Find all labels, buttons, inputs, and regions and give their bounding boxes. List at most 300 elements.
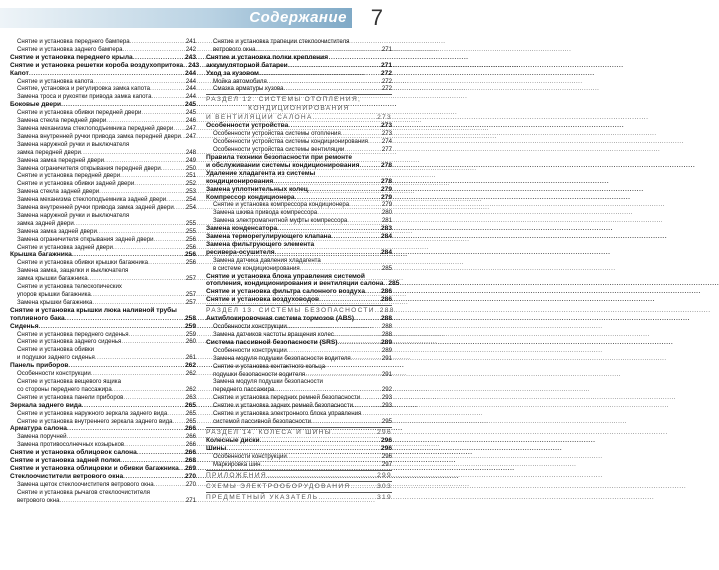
leader-dots	[121, 338, 184, 346]
toc-subsection-entry[interactable]	[206, 461, 392, 469]
toc-entry-title: кондиционирования	[206, 177, 274, 185]
toc-subsection-entry[interactable]	[206, 386, 392, 394]
toc-chapter-entry[interactable]	[206, 186, 392, 194]
toc-section-title: ПРЕДМЕТНЫЙ УКАЗАТЕЛЬ	[206, 493, 319, 501]
toc-page-number: 296	[380, 444, 392, 452]
leader-dots	[288, 62, 380, 70]
leader-dots	[318, 494, 376, 502]
toc-subsection-entry[interactable]	[10, 497, 196, 505]
toc-chapter-entry[interactable]	[206, 122, 392, 130]
toc-entry-title: со стороны переднего пассажира	[17, 385, 112, 393]
toc-entry-title: Сиденья	[10, 322, 39, 330]
toc-subsection-entry[interactable]	[10, 212, 196, 220]
toc-entry-title: Замена датчика давления хладагента	[213, 256, 321, 264]
toc-entry-title: Замена уплотнительных колец	[206, 185, 308, 193]
toc-page-number: 284	[380, 233, 392, 241]
toc-subsection-entry[interactable]	[10, 489, 196, 497]
toc-entry-title: Замена наружной ручки и выключателя	[17, 140, 130, 148]
toc-subsection-entry[interactable]	[10, 172, 196, 180]
toc-subsection-entry[interactable]	[206, 355, 392, 363]
toc-entry-title: Снятие и установка передней двери	[17, 172, 121, 180]
toc-entry-title: Снятие и установка обивки	[17, 346, 95, 354]
leader-dots	[344, 146, 380, 154]
leader-dots	[354, 315, 380, 323]
toc-entry-title: Компрессор кондиционера	[206, 193, 295, 201]
toc-page-number: 257	[185, 298, 196, 306]
leader-dots	[173, 125, 185, 133]
toc-page-number: 244	[185, 85, 196, 93]
leader-dots	[72, 251, 184, 259]
toc-entry-title: Замена стекла передней двери	[17, 117, 107, 125]
toc-chapter-entry[interactable]	[10, 465, 196, 473]
leader-dots	[267, 472, 376, 480]
toc-chapter-entry[interactable]	[10, 251, 196, 259]
toc-subsection-entry[interactable]	[206, 209, 392, 217]
toc-chapter-entry[interactable]	[206, 178, 392, 186]
leader-dots	[91, 291, 185, 299]
toc-subsection-entry[interactable]	[10, 410, 196, 418]
toc-section-title: СХЕМЫ ЭЛЕКТРООБОРУДОВАНИЯ	[206, 482, 351, 490]
toc-page-number: 296	[380, 436, 392, 444]
toc-page-number: 278	[380, 177, 392, 185]
toc-page-number: 255	[185, 227, 196, 235]
toc-page-number: 272	[380, 69, 392, 77]
toc-entry-title: Снятие и установка блока управления системой	[206, 272, 365, 280]
toc-page-number: 256	[185, 243, 196, 251]
toc-page-number: 288	[380, 315, 392, 323]
toc-entry-title: Снятие и установка заднего бампера	[17, 45, 123, 53]
leader-dots	[259, 70, 380, 78]
toc-subsection-entry[interactable]	[10, 46, 196, 54]
leader-dots	[337, 339, 380, 347]
toc-page-number: 245	[184, 101, 196, 109]
toc-entry-title: Замена ограничителя открывания передней двери	[17, 164, 161, 172]
toc-page-number: 262	[185, 370, 196, 378]
toc-subsection-entry[interactable]	[10, 354, 196, 362]
toc-chapter-entry[interactable]	[206, 249, 392, 257]
toc-subsection-entry[interactable]	[10, 346, 196, 354]
toc-subsection-entry[interactable]	[10, 267, 196, 275]
toc-chapter-entry[interactable]	[206, 288, 392, 296]
leader-dots	[123, 394, 184, 402]
toc-subsection-entry[interactable]	[206, 138, 392, 146]
toc-subsection-entry[interactable]	[10, 220, 196, 228]
toc-subsection-entry[interactable]	[10, 275, 196, 283]
toc-page-number: 259	[185, 330, 196, 338]
toc-section-heading[interactable]	[206, 483, 392, 491]
toc-subsection-entry[interactable]	[206, 378, 392, 386]
toc-subsection-entry[interactable]	[10, 188, 196, 196]
toc-section-heading[interactable]	[206, 494, 392, 502]
leader-dots	[65, 315, 184, 323]
leader-dots	[273, 178, 380, 186]
toc-page-number: 258	[184, 314, 196, 322]
toc-subsection-entry[interactable]	[206, 331, 392, 339]
toc-entry-title: упоров крышки багажника	[17, 291, 91, 298]
toc-page-number: 288	[379, 307, 395, 315]
leader-dots	[331, 233, 380, 241]
toc-page-number: 265	[185, 417, 196, 425]
leader-dots	[134, 180, 185, 188]
leader-dots	[97, 228, 185, 236]
toc-entry-title: Замена фильтрующего элемента	[206, 240, 315, 248]
leader-dots	[287, 323, 381, 331]
toc-subsection-entry[interactable]	[206, 78, 392, 86]
leader-dots	[305, 371, 381, 379]
toc-subsection-entry[interactable]	[10, 141, 196, 149]
toc-entry-title: Снятие и установка панели приборов	[17, 393, 124, 401]
toc-chapter-entry[interactable]	[206, 241, 392, 249]
toc-entry-title: Правила техники безопасности при ремонте	[206, 153, 353, 161]
toc-subsection-entry[interactable]	[10, 236, 196, 244]
toc-page-number: 257	[185, 275, 196, 283]
toc-entry-title: Снятие и установка воздуховодов	[206, 296, 320, 304]
toc-page-number: 252	[185, 180, 196, 188]
leader-dots	[284, 85, 381, 93]
toc-page-number: 271	[380, 61, 392, 69]
toc-entry-title: Снятие и установка облицовок салона	[10, 449, 137, 457]
toc-subsection-entry[interactable]	[10, 78, 196, 86]
toc-entry-title: Снятие, установка и регулировка замка капота	[17, 85, 151, 93]
toc-page-number: 279	[380, 193, 392, 201]
toc-page-number: 249	[185, 156, 196, 164]
leader-dots	[174, 204, 185, 212]
toc-page-number: 255	[185, 219, 196, 227]
leader-dots	[129, 331, 185, 339]
toc-page-number: 243	[188, 61, 200, 69]
leader-dots	[319, 296, 380, 304]
toc-subsection-entry[interactable]	[10, 93, 196, 101]
leader-dots	[154, 481, 185, 489]
leader-dots	[68, 362, 184, 370]
toc-entry-title: Капот	[10, 69, 29, 77]
toc-subsection-entry[interactable]	[10, 394, 196, 402]
toc-chapter-entry[interactable]	[206, 339, 392, 347]
toc-section-heading[interactable]	[206, 429, 392, 437]
toc-subsection-entry[interactable]	[206, 146, 392, 154]
toc-section-heading[interactable]	[206, 96, 392, 104]
toc-entry-title: Антиблокировочная система тормозов (ABS)	[206, 315, 355, 323]
toc-subsection-entry[interactable]	[10, 331, 196, 339]
leader-dots	[133, 54, 184, 62]
toc-entry-title: Снятие и установка телескопических	[17, 283, 122, 291]
toc-chapter-entry[interactable]	[206, 170, 392, 178]
toc-page-number: 244	[185, 93, 196, 101]
leader-dots	[81, 149, 185, 157]
toc-entry-title: Шины	[206, 444, 227, 452]
toc-page-number: 285	[381, 264, 392, 272]
toc-entry-title: отопления, кондиционирования и вентиляции салона	[206, 280, 384, 288]
toc-subsection-entry[interactable]	[10, 259, 196, 267]
leader-dots	[353, 402, 381, 410]
toc-subsection-entry[interactable]	[10, 204, 196, 212]
toc-entry-title: Замена троса и рукоятки привода замка капота	[17, 93, 152, 101]
toc-page-number: 269	[184, 464, 196, 472]
toc-entry-title: Замена конденсатора	[206, 225, 278, 233]
toc-section-heading[interactable]	[206, 105, 392, 113]
toc-chapter-entry[interactable]	[10, 457, 196, 465]
leader-dots	[260, 437, 380, 445]
toc-entry-title: Замена наружной ручки и выключателя	[17, 211, 130, 219]
toc-page-number: 245	[185, 109, 196, 117]
toc-subsection-entry[interactable]	[206, 418, 392, 426]
toc-page-number: 288	[381, 323, 392, 331]
toc-entry-title: Снятие и установка обивки крышки багажника	[17, 259, 149, 267]
toc-subsection-entry[interactable]	[10, 228, 196, 236]
toc-page-number: 270	[184, 472, 196, 480]
toc-chapter-entry[interactable]	[206, 437, 392, 445]
leader-dots	[287, 347, 381, 355]
leader-dots	[173, 418, 185, 426]
toc-chapter-entry[interactable]	[206, 154, 392, 162]
toc-entry-title: Замена щеток стеклоочистителя ветрового окна	[17, 480, 154, 488]
toc-entry-title: Снятие и установка переднего сиденья	[17, 330, 129, 338]
toc-page-number: 291	[381, 370, 392, 378]
toc-entry-title: ветрового окна	[17, 496, 60, 504]
toc-page-number: 256	[185, 235, 196, 243]
toc-page-number: 262	[184, 362, 196, 370]
toc-entry-title: Снятие и установка передних ремней безопасности	[213, 394, 361, 402]
toc-page-number: 259	[184, 322, 196, 330]
toc-entry-title: ветрового окна	[213, 45, 256, 53]
toc-subsection-entry[interactable]	[10, 299, 196, 307]
toc-subsection-entry[interactable]	[206, 394, 392, 402]
toc-section-title: РАЗДЕЛ 13. СИСТЕМЫ БЕЗОПАСНОСТИ	[206, 307, 375, 315]
toc-subsection-entry[interactable]	[206, 453, 392, 461]
toc-subsection-entry[interactable]	[10, 283, 196, 291]
toc-subsection-entry[interactable]	[206, 257, 392, 265]
toc-subsection-entry[interactable]	[10, 433, 196, 441]
toc-entry-title: Снятие и установка крышки люка наливной трубы	[10, 306, 177, 314]
leader-dots	[39, 323, 184, 331]
toc-entry-title: ресивера-осушителя	[206, 248, 275, 256]
toc-entry-title: Замена терморегулирующего клапана	[206, 233, 332, 241]
toc-entry-title: Особенности конструкции	[213, 452, 287, 460]
toc-entry-title: Снятие и установка капота	[17, 77, 94, 85]
toc-page-number: 271	[185, 496, 196, 504]
toc-subsection-entry[interactable]	[206, 323, 392, 331]
toc-chapter-entry[interactable]	[206, 280, 400, 288]
toc-section-title: И ВЕНТИЛЯЦИИ САЛОНА	[206, 114, 313, 122]
toc-subsection-entry[interactable]	[206, 371, 392, 379]
toc-chapter-entry[interactable]	[10, 307, 196, 315]
toc-page-number: 271	[381, 45, 392, 53]
toc-chapter-entry[interactable]	[10, 70, 196, 78]
leader-dots	[91, 370, 185, 378]
toc-chapter-entry[interactable]	[10, 61, 200, 70]
toc-page-number: 266	[184, 449, 196, 457]
toc-subsection-entry[interactable]	[10, 109, 196, 117]
leader-dots	[106, 117, 185, 125]
header-title: Содержание	[249, 9, 347, 26]
toc-entry-title: Особенности конструкции	[213, 346, 287, 354]
toc-chapter-entry[interactable]	[206, 62, 392, 70]
toc-subsection-entry[interactable]	[10, 157, 196, 165]
toc-page-number: 284	[380, 248, 392, 256]
toc-entry-title: Снятие и установка решетки короба воздухопритока	[10, 61, 184, 69]
toc-subsection-entry[interactable]	[206, 38, 392, 46]
toc-entry-title: Особенности устройства системы кондиционирования	[213, 138, 368, 146]
toc-entry-title: Замена крышки багажника	[17, 298, 93, 306]
leader-dots	[123, 46, 185, 54]
leader-dots	[347, 217, 381, 225]
toc-entry-title: и подушки заднего сиденья	[17, 354, 95, 362]
toc-entry-title: Снятие и установка вещевого ящика	[17, 377, 121, 385]
toc-entry-title: замка крышки багажника	[17, 275, 88, 283]
toc-page-number: 266	[185, 433, 196, 441]
leader-dots	[313, 114, 376, 122]
page-number: 7	[370, 5, 383, 30]
leader-dots	[295, 194, 380, 202]
section-divider	[206, 481, 392, 482]
leader-dots	[261, 461, 381, 469]
leader-dots	[74, 220, 185, 228]
toc-chapter-entry[interactable]	[206, 194, 392, 202]
toc-subsection-entry[interactable]	[206, 201, 392, 209]
toc-page-number: 265	[185, 409, 196, 417]
leader-dots	[120, 172, 185, 180]
toc-subsection-entry[interactable]	[10, 117, 196, 125]
toc-page-number: 286	[380, 296, 392, 304]
toc-subsection-entry[interactable]	[10, 165, 196, 173]
toc-subsection-entry[interactable]	[206, 347, 392, 355]
toc-subsection-entry[interactable]	[10, 125, 196, 133]
toc-subsection-entry[interactable]	[206, 265, 392, 273]
toc-chapter-entry[interactable]	[206, 296, 392, 304]
toc-subsection-entry[interactable]	[206, 402, 392, 410]
leader-dots	[29, 70, 184, 78]
leader-dots	[308, 186, 380, 194]
toc-chapter-entry[interactable]	[206, 445, 392, 453]
toc-chapter-entry[interactable]	[206, 233, 392, 241]
toc-page-number: 319	[377, 493, 392, 501]
toc-subsection-entry[interactable]	[10, 378, 196, 386]
toc-chapter-entry[interactable]	[206, 315, 392, 323]
leader-dots	[124, 441, 185, 449]
toc-section-heading[interactable]	[206, 307, 395, 315]
toc-chapter-entry[interactable]	[10, 473, 196, 481]
toc-entry-title: Колесные диски	[206, 436, 260, 444]
leader-dots	[360, 394, 381, 402]
toc-subsection-entry[interactable]	[10, 291, 196, 299]
toc-subsection-entry[interactable]	[206, 85, 392, 93]
toc-entry-title: Замена модуля подушки безопасности	[213, 378, 323, 386]
toc-subsection-entry[interactable]	[206, 130, 392, 138]
toc-entry-title: Замена датчиков частоты вращения колес	[213, 331, 334, 338]
toc-chapter-entry[interactable]	[206, 273, 392, 281]
toc-page-number: 247	[185, 124, 196, 132]
toc-chapter-entry[interactable]	[10, 362, 196, 370]
toc-page-number: 243	[184, 53, 196, 61]
toc-entry-title: замка задней двери	[17, 219, 74, 227]
toc-subsection-entry[interactable]	[10, 180, 196, 188]
toc-subsection-entry[interactable]	[10, 481, 196, 489]
toc-chapter-entry[interactable]	[206, 70, 392, 78]
toc-chapter-entry[interactable]	[10, 323, 196, 331]
leader-dots	[141, 109, 184, 117]
leader-dots	[161, 165, 185, 173]
toc-page-number: 285	[388, 280, 400, 288]
toc-subsection-entry[interactable]	[10, 441, 196, 449]
toc-chapter-entry[interactable]	[10, 101, 196, 109]
toc-left-column	[10, 38, 200, 504]
toc-entry-title: Снятие и установка рычагов стеклоочистителя	[17, 488, 150, 496]
toc-page-number: 292	[381, 386, 392, 394]
toc-entry-title: Зеркала заднего вида	[10, 401, 82, 409]
toc-chapter-entry[interactable]	[10, 315, 196, 323]
leader-dots	[255, 46, 380, 54]
toc-entry-title: Замена механизма стеклоподъемника передней двери	[17, 124, 174, 132]
leader-dots	[349, 201, 381, 209]
toc-subsection-entry[interactable]	[206, 363, 392, 371]
toc-subsection-entry[interactable]	[10, 370, 196, 378]
toc-entry-title: переднего пассажира	[213, 386, 275, 394]
toc-subsection-entry[interactable]	[206, 46, 392, 54]
toc-chapter-entry[interactable]	[206, 225, 392, 233]
toc-subsection-entry[interactable]	[10, 196, 196, 204]
toc-chapter-entry[interactable]	[206, 162, 392, 170]
toc-entry-title: Снятие и установка переднего крыла	[10, 53, 133, 61]
toc-entry-title: Удаление хладагента из системы	[206, 169, 316, 177]
toc-entry-title: Особенности устройства системы отопления	[213, 130, 341, 138]
leader-dots	[311, 418, 381, 426]
toc-page-number: 254	[185, 196, 196, 204]
toc-chapter-entry[interactable]	[206, 54, 392, 62]
toc-page-number: 273	[377, 114, 392, 122]
leader-dots	[104, 157, 185, 165]
toc-entry-title: Замена внутренней ручки привода замка передней двери	[17, 132, 181, 140]
leader-dots	[130, 38, 185, 46]
toc-entry-title: аккумуляторной батареи	[206, 61, 288, 69]
toc-subsection-entry[interactable]	[10, 338, 196, 346]
toc-section-title: РАЗДЕЛ 12. СИСТЕМЫ ОТОПЛЕНИЯ,	[206, 96, 362, 104]
toc-subsection-entry[interactable]	[10, 386, 196, 394]
toc-subsection-entry[interactable]	[10, 149, 196, 157]
leader-dots	[120, 457, 184, 465]
leader-dots	[317, 209, 381, 217]
toc-entry-title: Замена замка задней двери	[17, 227, 97, 235]
toc-page-number: 283	[380, 225, 392, 233]
toc-subsection-entry[interactable]	[10, 133, 196, 141]
toc-chapter-entry[interactable]	[10, 425, 196, 433]
toc-subsection-entry[interactable]	[10, 85, 196, 93]
toc-subsection-entry[interactable]	[206, 217, 392, 225]
toc-entry-title: замка передней двери	[17, 148, 81, 156]
toc-page-number: 291	[381, 354, 392, 362]
toc-page-number: 297	[381, 460, 392, 468]
toc-page-number: 256	[184, 251, 196, 259]
toc-page-number: 273	[381, 130, 392, 138]
toc-chapter-entry[interactable]	[10, 402, 196, 410]
leader-dots	[277, 225, 380, 233]
section-divider	[206, 470, 392, 471]
toc-subsection-entry[interactable]	[206, 410, 392, 418]
toc-section-heading[interactable]	[206, 472, 392, 480]
leader-dots	[148, 259, 185, 267]
toc-entry-title: Замена электромагнитной муфты компрессора	[213, 217, 348, 225]
toc-page-number: 281	[381, 217, 392, 225]
toc-entry-title: и обслуживании системы кондиционирования	[206, 161, 360, 169]
toc-entry-title: Стеклоочистители ветрового окна	[10, 472, 124, 480]
toc-page-number: 293	[381, 394, 392, 402]
toc-page-number: 248	[185, 148, 196, 156]
toc-chapter-entry[interactable]	[10, 54, 196, 62]
toc-page-number: 288	[381, 331, 392, 338]
toc-subsection-entry[interactable]	[10, 38, 196, 46]
toc-chapter-entry[interactable]	[10, 449, 196, 457]
toc-subsection-entry[interactable]	[10, 418, 196, 426]
leader-dots	[368, 138, 381, 146]
